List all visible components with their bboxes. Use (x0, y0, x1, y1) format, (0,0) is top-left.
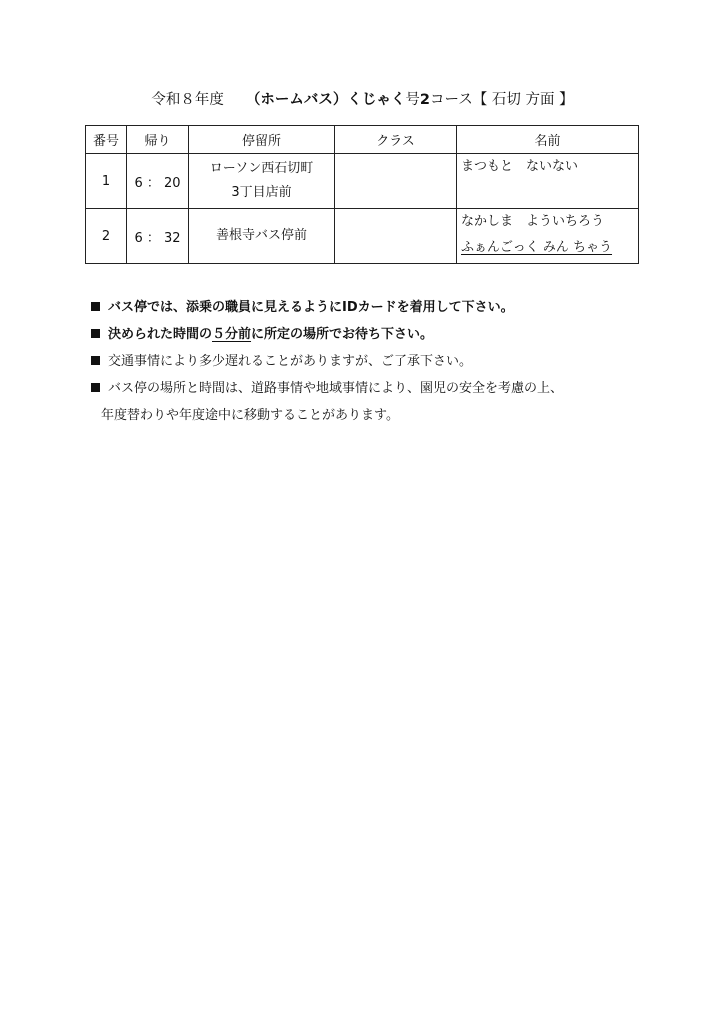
table-row (86, 209, 639, 264)
table-header-row (86, 126, 639, 154)
name-line-1: まつもと ないない (461, 159, 579, 174)
row-number: 2 (86, 209, 127, 264)
title-year: 令和８年度 (151, 92, 224, 108)
row-time: 6 ： 32 (127, 209, 189, 264)
header-return-time: 帰り (127, 126, 189, 154)
note-stop-changes (90, 375, 710, 429)
note-text: 交通事情により多少遅れることがありますが、ご了承下さい。 (108, 354, 473, 369)
page-title (0, 88, 725, 109)
header-stop: 停留所 (189, 126, 335, 154)
note-five-minutes (90, 321, 710, 348)
bullet-square-icon (91, 383, 100, 392)
title-route-suffix: コース【 石切 方面 】 (429, 92, 574, 108)
row-number: 1 (86, 154, 127, 209)
bullet-square-icon (91, 356, 100, 365)
header-class: クラス (335, 126, 457, 154)
stop-line-1: ローソン西石切町 (209, 161, 314, 176)
name-line-1: なかしま よういちろう (461, 214, 605, 229)
bullet-square-icon (91, 329, 100, 338)
row-name (457, 154, 639, 209)
bus-roster-table (85, 125, 639, 264)
notes-list (90, 294, 710, 429)
table-row (86, 154, 639, 209)
header-number: 番号 (86, 126, 127, 154)
title-bus-name: （ホームバス）くじゃく (245, 92, 406, 108)
title-route-number: 2 (419, 92, 430, 108)
note-text-line-1: バス停の場所と時間は、道路事情や地域事情により、園児の安全を考慮の上、 (108, 381, 564, 396)
stop-line-1: 善根寺バス停前 (215, 228, 307, 243)
bullet-square-icon (91, 302, 100, 311)
title-route-prefix: 号 (405, 92, 420, 108)
name-line-2: ふぁんごっく みん ちゃう (461, 240, 613, 255)
note-id-card (90, 294, 710, 321)
row-name (457, 209, 639, 264)
note-text-after: に所定の場所でお待ち下さい。 (251, 327, 434, 342)
note-text-before: 決められた時間の (108, 327, 213, 342)
row-class (335, 209, 457, 264)
row-class (335, 154, 457, 209)
row-stop (189, 209, 335, 264)
header-name: 名前 (457, 126, 639, 154)
note-traffic-delay (90, 348, 710, 375)
note-text-line-2: 年度替わりや年度途中に移動することがあります。 (101, 408, 399, 423)
note-text-underlined: ５分前 (212, 327, 252, 342)
stop-line-2: 3丁目店前 (231, 185, 292, 200)
row-time: 6 ： 20 (127, 154, 189, 209)
note-text: バス停では、添乗の職員に見えるようにIDカードを着用して下さい。 (108, 300, 514, 315)
row-stop (189, 154, 335, 209)
